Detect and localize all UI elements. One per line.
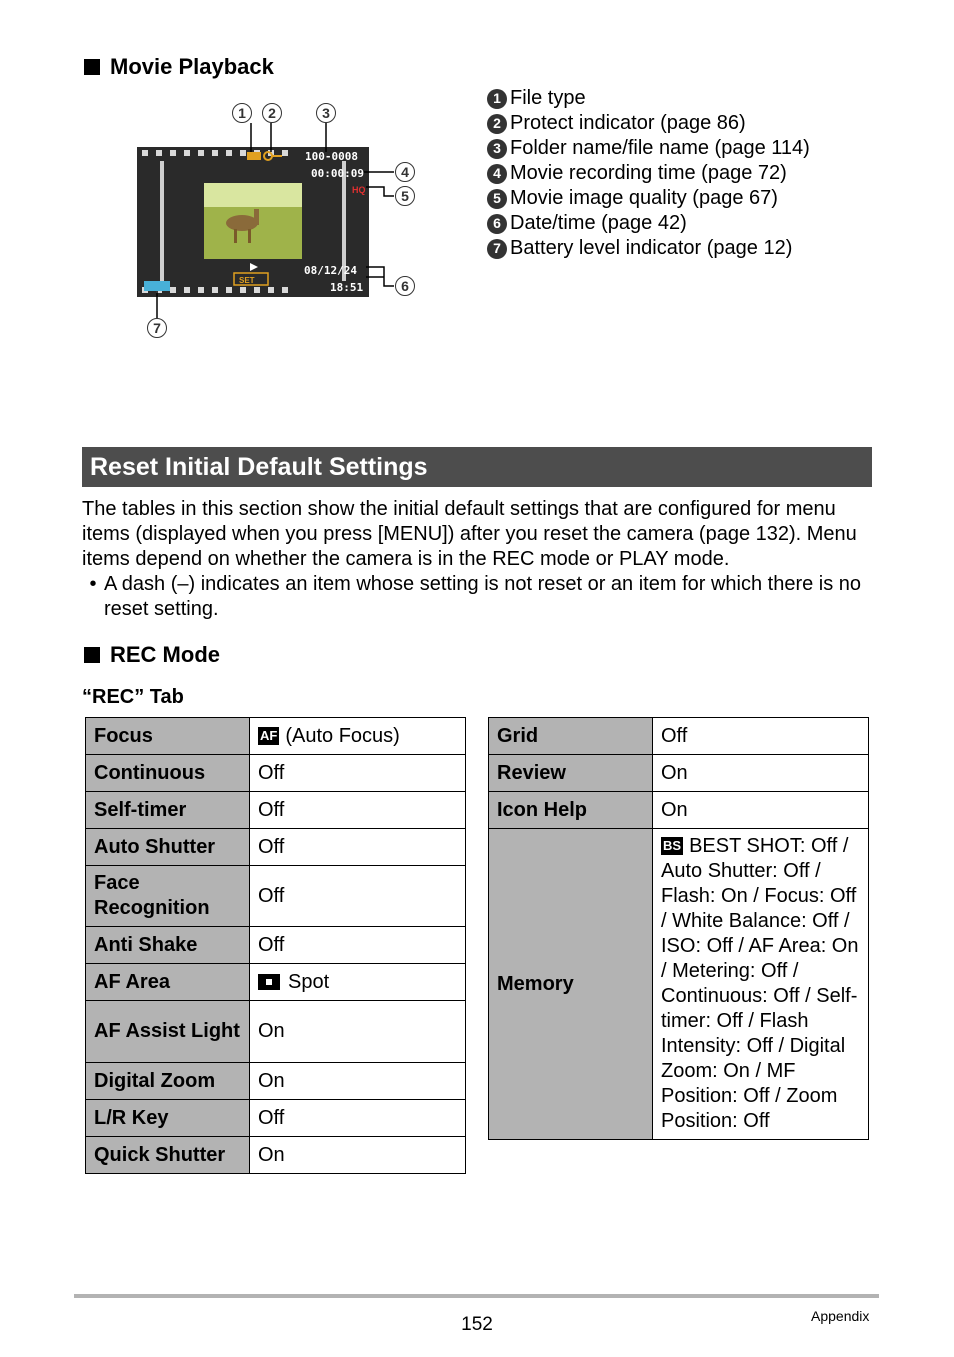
figure-callout-5: 5 [395, 186, 415, 206]
callout-item: 7 Battery level indicator (page 12) [487, 236, 810, 261]
bullet-note: • A dash (–) indicates an item whose setting is not reset or an item for which there is no reset setting. [82, 572, 877, 622]
setting-value: Off [250, 755, 466, 792]
setting-key: AF Assist Light [86, 1001, 250, 1063]
setting-value: On [250, 1063, 466, 1100]
section-title-bar [82, 447, 872, 487]
table-row [86, 755, 466, 792]
setting-value: On [653, 755, 869, 792]
rec-settings-table-left [85, 717, 466, 1174]
table-row [86, 718, 466, 755]
setting-value: Off [250, 792, 466, 829]
screen-quality: HQ [352, 185, 366, 195]
table-row [86, 964, 466, 1001]
setting-value: Off [250, 1100, 466, 1137]
setting-key: Continuous [86, 755, 250, 792]
setting-value: On [250, 1001, 466, 1063]
setting-key: Digital Zoom [86, 1063, 250, 1100]
table-row [489, 718, 869, 755]
callout-item: 4 Movie recording time (page 72) [487, 161, 810, 186]
table-row [86, 1001, 466, 1063]
setting-value: On [250, 1137, 466, 1174]
setting-value: AF (Auto Focus) [250, 718, 466, 755]
table-row [86, 866, 466, 927]
figure-callout-3: 3 [316, 103, 336, 123]
figure-callout-7: 7 [147, 318, 167, 338]
setting-key: Quick Shutter [86, 1137, 250, 1174]
callout-list [487, 86, 810, 261]
footer-rule [74, 1294, 879, 1298]
table-row [86, 792, 466, 829]
callout-item: 1 File type [487, 86, 810, 111]
setting-value: BS BEST SHOT: Off / Auto Shutter: Off / Flash: On / Focus: Off / White Balance: Off / ISO: Off / AF Area: On / Metering: Off / Continuous: Off / Self-timer: Off / Flash Intensity: Off / Digital Zoom: On / MF Position: Off / Zoom Position: Off [653, 829, 869, 1140]
intro-text: The tables in this section show the initial default settings that are configured for menu items (displayed when you press [MENU]) after you reset the camera (page 132). Menu items depend on whether the camera is in the REC mode or PLAY mode. [82, 498, 857, 570]
table-row [86, 1100, 466, 1137]
setting-key: Memory [489, 829, 653, 1140]
callout-number-icon: 2 [487, 114, 507, 134]
figure-callout-1: 1 [232, 103, 252, 123]
setting-key: Face Recognition [86, 866, 250, 927]
page-number: 152 [461, 1314, 493, 1335]
table-row [489, 792, 869, 829]
table-row [489, 755, 869, 792]
spot-icon [258, 974, 280, 990]
screen-folder-file: 100-0008 [305, 150, 358, 163]
screen-date: 08/12/24 [304, 264, 357, 277]
figure-callout-6: 6 [395, 276, 415, 296]
rec-tab-heading: “REC” Tab [82, 686, 184, 708]
camera-screen-image [130, 95, 430, 345]
callout-number-icon: 4 [487, 164, 507, 184]
callout-number-icon: 7 [487, 239, 507, 259]
callout-number-icon: 1 [487, 89, 507, 109]
setting-key: Icon Help [489, 792, 653, 829]
table-row [86, 927, 466, 964]
callout-item: 6 Date/time (page 42) [487, 211, 810, 236]
footer-section-label: Appendix [811, 1308, 870, 1324]
callout-item: 5 Movie image quality (page 67) [487, 186, 810, 211]
square-bullet-icon [84, 59, 100, 75]
setting-value: On [653, 792, 869, 829]
table-row [86, 1137, 466, 1174]
setting-key: AF Area [86, 964, 250, 1001]
callout-number-icon: 6 [487, 214, 507, 234]
table-row [489, 829, 869, 1140]
movie-playback-heading: Movie Playback [84, 54, 274, 80]
setting-key: Self-timer [86, 792, 250, 829]
screen-time: 00:00:09 [311, 167, 364, 180]
bullet-dot-icon: • [89, 573, 97, 595]
setting-value: Off [250, 829, 466, 866]
af-icon: AF [260, 727, 278, 743]
setting-value: Off [250, 866, 466, 927]
setting-key: Focus [86, 718, 250, 755]
screen-clock: 18:51 [330, 281, 364, 294]
table-row [86, 1063, 466, 1100]
rec-mode-heading: REC Mode [84, 642, 220, 668]
table-row [86, 829, 466, 866]
setting-value: Off [250, 927, 466, 964]
bs-icon: BS [663, 838, 682, 853]
callout-item: 3 Folder name/file name (page 114) [487, 136, 810, 161]
setting-key: Review [489, 755, 653, 792]
section-title: Reset Initial Default Settings [90, 452, 428, 481]
setting-key: Grid [489, 718, 653, 755]
callout-number-icon: 3 [487, 139, 507, 159]
callout-item: 2 Protect indicator (page 86) [487, 111, 810, 136]
figure-callout-4: 4 [395, 162, 415, 182]
setting-key: L/R Key [86, 1100, 250, 1137]
figure-callout-2: 2 [262, 103, 282, 123]
callout-number-icon: 5 [487, 189, 507, 209]
screen-set-label: SET [239, 276, 255, 285]
setting-value: Spot [250, 964, 466, 1001]
rec-settings-table-right [488, 717, 869, 1140]
setting-key: Anti Shake [86, 927, 250, 964]
movie-playback-illustration [130, 95, 430, 345]
setting-key: Auto Shutter [86, 829, 250, 866]
setting-value: Off [653, 718, 869, 755]
square-bullet-icon [84, 647, 100, 663]
